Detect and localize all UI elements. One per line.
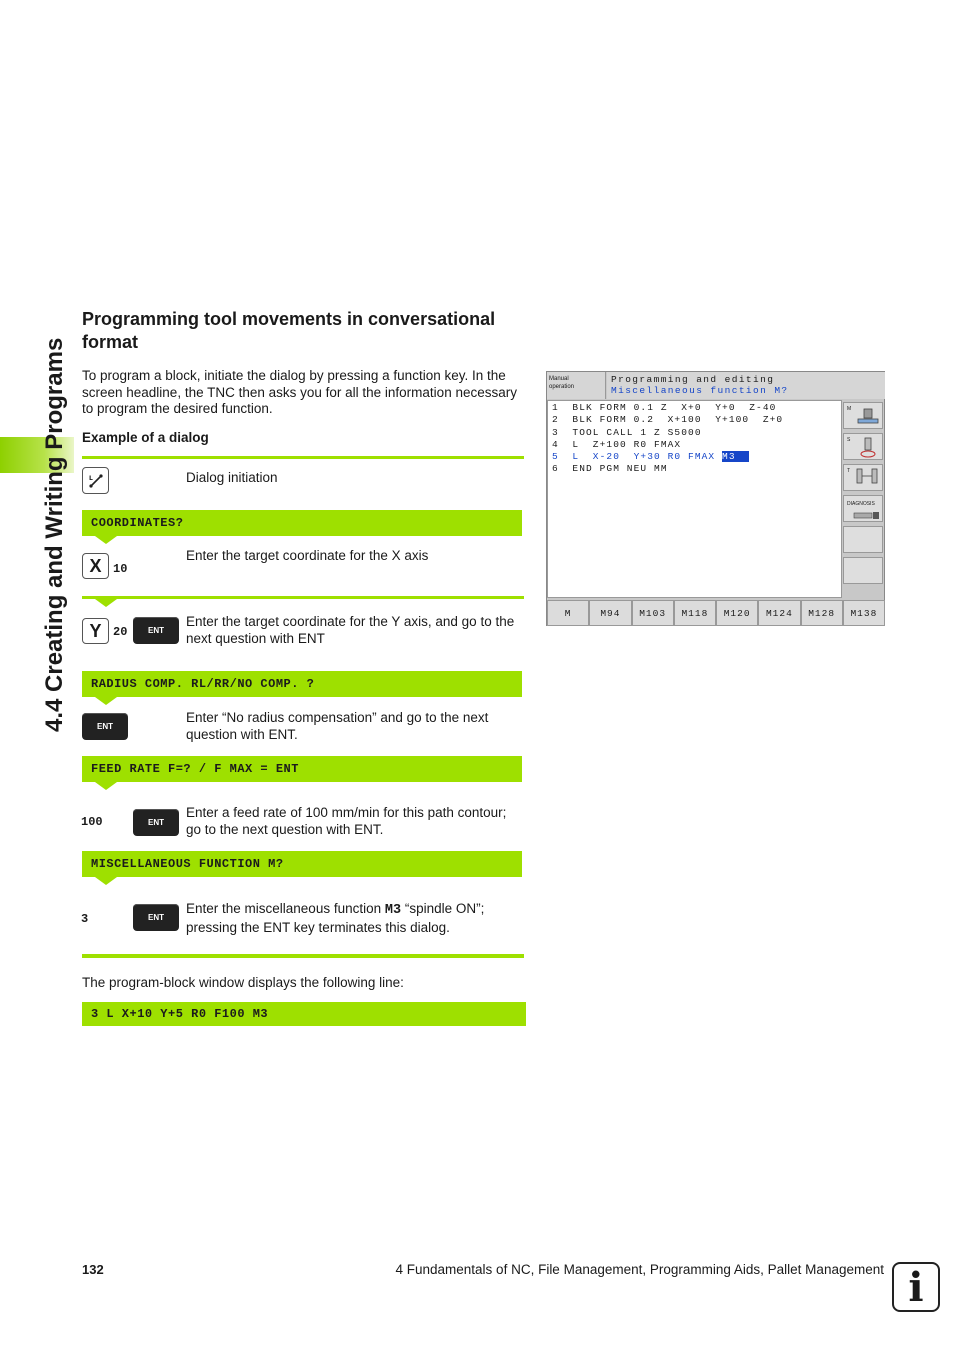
- program-line: 4 L Z+100 R0 FMAX: [552, 438, 682, 450]
- ent-key[interactable]: ENT: [133, 617, 179, 644]
- arrow-down-icon: [95, 599, 117, 607]
- softkey-m120[interactable]: M120: [716, 600, 758, 626]
- softkey-empty[interactable]: [843, 557, 883, 584]
- prompt-coordinates: COORDINATES?: [82, 510, 522, 536]
- example-label: Example of a dialog: [82, 430, 209, 445]
- svg-text:L: L: [88, 474, 93, 482]
- misc-function-text: Enter the miscellaneous function M3 “spindle ON”; pressing the ENT key terminates this dialog.: [186, 901, 485, 935]
- softkey-m-functions[interactable]: M: [547, 600, 589, 626]
- line-path-icon: [87, 472, 105, 490]
- vertical-softkeys: [843, 402, 885, 588]
- intro-paragraph: To program a block, initiate the dialog by pressing a function key. In the screen headline, the TNC then asks you for all the information necessary to program the desired function.: [82, 368, 517, 416]
- ent-key[interactable]: ENT: [82, 713, 128, 740]
- operating-mode: Manual operation: [547, 372, 606, 399]
- chapter-footer: 4 Fundamentals of NC, File Management, Programming Aids, Pallet Management: [395, 1262, 884, 1277]
- horizontal-softkeys: [547, 600, 885, 626]
- ent-key[interactable]: ENT: [133, 809, 179, 836]
- arrow-down-icon: [95, 877, 117, 885]
- softkey-m[interactable]: M: [843, 402, 883, 429]
- misc-value: 3: [81, 912, 89, 926]
- softkey-m94[interactable]: M94: [589, 600, 631, 626]
- softkey-m103[interactable]: M103: [632, 600, 674, 626]
- program-line: 6 END PGM NEU MM: [552, 463, 668, 475]
- softkey-s[interactable]: S: [843, 433, 883, 460]
- divider-top: [82, 456, 524, 459]
- feed-value: 100: [81, 815, 103, 829]
- x-axis-key[interactable]: X: [82, 553, 109, 579]
- softkey-m124[interactable]: M124: [758, 600, 800, 626]
- softkey-m118[interactable]: M118: [674, 600, 716, 626]
- program-line: 2 BLK FORM 0.2 X+100 Y+100 Z+0: [552, 414, 784, 426]
- x-value: 10: [113, 562, 128, 576]
- dialog-initiation-text: Dialog initiation: [186, 470, 278, 485]
- result-line: 3 L X+10 Y+5 R0 F100 M3: [82, 1002, 526, 1026]
- y-axis-key[interactable]: Y: [82, 618, 109, 644]
- result-text: The program-block window displays the following line:: [82, 975, 404, 990]
- y-value: 20: [113, 625, 128, 639]
- screen-header: [607, 372, 885, 399]
- softkey-diagnosis[interactable]: DIAGNOSIS: [843, 495, 883, 522]
- path-function-key[interactable]: [82, 467, 109, 494]
- header-dialog-prompt: Miscellaneous function M?: [611, 385, 789, 396]
- program-line: 3 TOOL CALL 1 Z S5000: [552, 426, 702, 438]
- arrow-down-icon: [95, 697, 117, 705]
- softkey-t[interactable]: T: [843, 464, 883, 491]
- section-heading: Programming tool movements in conversational format: [82, 309, 496, 352]
- y-axis-text: Enter the target coordinate for the Y axis, and go to the next question with ENT: [186, 614, 515, 646]
- prompt-radius-comp: RADIUS COMP. RL/RR/NO COMP. ?: [82, 671, 522, 697]
- divider-bottom: [82, 954, 524, 958]
- divider: [82, 596, 524, 599]
- softkey-m128[interactable]: M128: [801, 600, 843, 626]
- ent-key[interactable]: ENT: [133, 904, 179, 931]
- program-line-current: 5 L X-20 Y+30 R0 FMAX M3: [552, 451, 837, 463]
- prompt-misc-function: MISCELLANEOUS FUNCTION M?: [82, 851, 522, 877]
- x-axis-text: Enter the target coordinate for the X axis: [186, 548, 429, 563]
- spindle-icon: [856, 437, 880, 459]
- input-cursor: [736, 451, 750, 462]
- side-chapter-title: 4.4 Creating and Writing Programs: [41, 337, 68, 732]
- cursor-highlight: M3: [722, 451, 736, 463]
- feed-rate-text: Enter a feed rate of 100 mm/min for this path contour; go to the next question with ENT.: [186, 805, 507, 837]
- program-window: [547, 400, 842, 598]
- machine-icon: [856, 408, 880, 426]
- prompt-feed-rate: FEED RATE F=? / F MAX = ENT: [82, 756, 522, 782]
- radius-comp-text: Enter “No radius compensation” and go to the next question with ENT.: [186, 710, 489, 742]
- softkey-empty[interactable]: [843, 526, 883, 553]
- arrow-down-icon: [95, 782, 117, 790]
- page-number: 132: [82, 1262, 104, 1277]
- softkey-m138[interactable]: M138: [843, 600, 885, 626]
- arrow-down-icon: [95, 536, 117, 544]
- tnc-screen: [546, 371, 885, 626]
- header-mode: Programming and editing: [611, 374, 775, 385]
- diagnosis-icon: [852, 511, 880, 521]
- program-line: 1 BLK FORM 0.1 Z X+0 Y+0 Z-40: [552, 402, 777, 413]
- info-icon: i: [892, 1262, 940, 1312]
- tool-icon: [854, 468, 882, 490]
